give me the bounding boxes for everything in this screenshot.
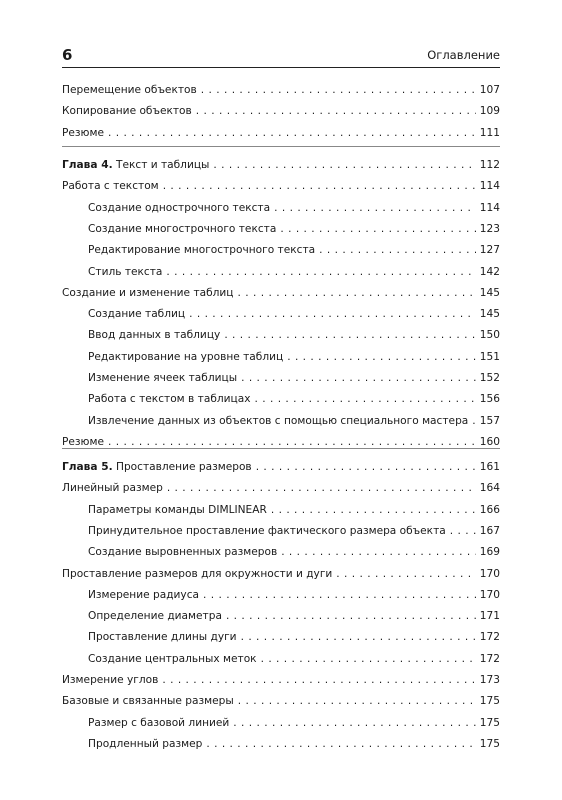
toc-entry-title <box>88 715 229 731</box>
toc-page-number: 160 <box>479 435 500 448</box>
section-divider <box>62 448 500 449</box>
toc-entry-title <box>62 459 252 475</box>
dot-leader <box>287 349 476 365</box>
toc-subsection-entry[interactable] <box>88 370 500 386</box>
dot-leader <box>196 103 476 119</box>
toc-entry-label: Резюме <box>62 435 104 448</box>
toc-entry-title <box>88 327 220 343</box>
dot-leader <box>224 327 475 343</box>
toc-subsection-entry[interactable] <box>88 306 500 322</box>
dot-leader <box>213 157 475 173</box>
toc-entry-title <box>88 349 283 365</box>
toc-entry-label: Размер с базовой линией <box>88 716 230 729</box>
toc-entry-label: Линейный размер <box>62 482 163 495</box>
toc-entry-label: Создание центральных меток <box>88 652 257 665</box>
toc-subsection-entry[interactable] <box>88 221 500 237</box>
toc-entry-title <box>88 264 162 280</box>
toc-subsection-entry[interactable] <box>88 629 500 645</box>
toc-entry-title <box>88 544 277 560</box>
toc-subsection-entry[interactable] <box>88 544 500 560</box>
toc-page-number: 161 <box>479 461 500 473</box>
toc-entry-label: Принудительное проставление фактического размера объекта <box>88 524 446 537</box>
toc-entry-title <box>62 178 159 194</box>
toc-entry-label: Базовые и связанные размеры <box>62 695 234 708</box>
dot-leader <box>108 125 476 141</box>
dot-leader <box>163 178 476 194</box>
toc-entry-title <box>62 125 104 141</box>
toc-subsection-entry[interactable] <box>88 502 500 518</box>
toc-section-entry[interactable] <box>62 103 500 119</box>
toc-page-number: 175 <box>479 695 500 708</box>
dot-leader <box>450 523 476 539</box>
dot-leader <box>336 566 475 582</box>
toc-entry-title <box>88 736 202 752</box>
toc-section-entry[interactable] <box>62 125 500 141</box>
toc-entry-label: Проставление размеров <box>115 461 252 473</box>
toc-entry-title <box>88 413 468 429</box>
toc-entry-title <box>62 103 192 119</box>
toc-entry-label: Извлечение данных из объектов с помощью специального мастера <box>88 414 469 427</box>
toc-subsection-entry[interactable] <box>88 200 500 216</box>
toc-entry-title <box>88 200 270 216</box>
toc-entry-label: Редактирование на уровне таблиц <box>88 350 284 363</box>
toc-entry-label: Проставление длины дуги <box>88 631 237 644</box>
toc-subsection-entry[interactable] <box>88 242 500 258</box>
chapter-number: Глава 5. <box>62 461 113 473</box>
header-divider <box>62 67 500 68</box>
dot-leader <box>274 200 476 216</box>
toc-subsection-entry[interactable] <box>88 349 500 365</box>
toc-page-number: 145 <box>479 308 500 321</box>
toc-page-number: 170 <box>479 567 500 580</box>
toc-page-number: 169 <box>479 546 500 559</box>
toc-entry-label: Измерение радиуса <box>88 588 200 601</box>
toc-section-entry[interactable] <box>62 566 500 582</box>
toc-page-number: 156 <box>479 393 500 406</box>
toc-page-number: 114 <box>479 180 500 193</box>
toc-entry-label: Создание и изменение таблиц <box>62 286 234 299</box>
dot-leader <box>206 736 475 752</box>
toc-subsection-entry[interactable] <box>88 413 500 429</box>
toc-entry-title <box>62 82 197 98</box>
toc-subsection-entry[interactable] <box>88 523 500 539</box>
dot-leader <box>189 306 476 322</box>
toc-entry-title <box>88 629 237 645</box>
dot-leader <box>261 651 476 667</box>
toc-entry-label: Создание таблиц <box>88 308 186 321</box>
dot-leader <box>319 242 476 258</box>
toc-chapter-entry[interactable] <box>62 157 500 173</box>
toc-subsection-entry[interactable] <box>88 651 500 667</box>
dot-leader <box>241 370 476 386</box>
toc-page-number: 151 <box>479 350 500 363</box>
toc-page-number: 150 <box>479 329 500 342</box>
dot-leader <box>201 82 476 98</box>
toc-page-number: 127 <box>479 244 500 257</box>
toc-subsection-entry[interactable] <box>88 715 500 731</box>
toc-section-entry[interactable] <box>62 693 500 709</box>
dot-leader <box>271 502 476 518</box>
toc-entry-title <box>88 587 199 603</box>
toc-page-number: 172 <box>479 631 500 644</box>
toc-subsection-entry[interactable] <box>88 608 500 624</box>
dot-leader <box>238 285 476 301</box>
toc-page-number: 171 <box>479 610 500 623</box>
toc-entry-title <box>62 566 332 582</box>
toc-page-number: 170 <box>479 588 500 601</box>
toc-page-number: 175 <box>479 716 500 729</box>
toc-page-number: 164 <box>479 482 500 495</box>
toc-entry-title <box>62 693 234 709</box>
dot-leader <box>280 221 475 237</box>
toc-section-entry[interactable] <box>62 82 500 98</box>
toc-entry-label: Копирование объектов <box>62 105 192 118</box>
toc-entry-label: Создание многострочного текста <box>88 222 277 235</box>
toc-subsection-entry[interactable] <box>88 327 500 343</box>
toc-section-entry[interactable] <box>62 178 500 194</box>
toc-entry-title <box>88 221 276 237</box>
toc-entry-label: Параметры команды DIMLINEAR <box>88 503 267 516</box>
toc-page-number: 152 <box>479 372 500 384</box>
dot-leader <box>226 608 476 624</box>
toc-entry-label: Проставление размеров для окружности и дуги <box>62 567 333 580</box>
dot-leader <box>238 693 476 709</box>
toc-page-number: 111 <box>479 126 500 139</box>
toc-entry-title <box>62 157 209 173</box>
toc-entry-label: Редактирование многострочного текста <box>88 244 316 257</box>
toc-entry-title <box>88 370 237 386</box>
dot-leader <box>233 715 475 731</box>
toc-entry-title <box>88 391 250 407</box>
chapter-number: Глава 4. <box>62 159 113 171</box>
running-title: Оглавление <box>427 48 500 62</box>
toc-entry-label: Резюме <box>62 126 104 139</box>
toc-page-number: 123 <box>479 222 500 235</box>
toc-entry-label: Продленный размер <box>88 737 203 750</box>
section-divider <box>62 146 500 147</box>
page-number: 6 <box>62 46 73 64</box>
toc-section-entry[interactable] <box>62 672 500 688</box>
toc-entry-label: Создание выровненных размеров <box>88 546 278 559</box>
toc-entry-label: Ввод данных в таблицу <box>88 329 221 342</box>
toc-subsection-entry[interactable] <box>88 391 500 407</box>
dot-leader <box>167 480 476 496</box>
toc-entry-label: Работа с текстом в таблицах <box>88 393 251 406</box>
toc-page-number: 157 <box>479 414 500 427</box>
toc-entry-label: Изменение ячеек таблицы <box>88 372 238 384</box>
toc-subsection-entry[interactable] <box>88 264 500 280</box>
dot-leader <box>241 629 476 645</box>
toc-page-number: 112 <box>479 159 500 171</box>
toc-page-number: 167 <box>479 524 500 537</box>
toc-section-entry[interactable] <box>62 480 500 496</box>
dot-leader <box>256 459 476 475</box>
toc-entry-title <box>88 523 446 539</box>
page-header <box>62 46 500 66</box>
toc-entry-label: Создание однострочного текста <box>88 201 271 214</box>
dot-leader <box>281 544 476 560</box>
toc-page-number: 109 <box>479 105 500 118</box>
toc-entry-title <box>62 480 163 496</box>
toc-page-number: 107 <box>479 84 500 96</box>
toc-entry-label: Перемещение объектов <box>62 84 197 96</box>
toc-entry-title <box>88 608 222 624</box>
toc-entry-title <box>88 502 267 518</box>
toc-entry-title <box>88 651 257 667</box>
toc-entry-label: Измерение углов <box>62 674 159 686</box>
dot-leader <box>166 264 475 280</box>
toc-page-number: 114 <box>479 201 500 214</box>
dot-leader <box>203 587 476 603</box>
dot-leader <box>254 391 475 407</box>
dot-leader <box>162 672 475 688</box>
toc-page-number: 142 <box>479 265 500 278</box>
toc-page-number: 175 <box>479 737 500 750</box>
toc-page-number: 172 <box>479 652 500 665</box>
toc-entry-label: Работа с текстом <box>62 180 159 193</box>
toc-entry-label: Текст и таблицы <box>115 159 210 171</box>
toc-entry-title <box>88 242 315 258</box>
toc-subsection-entry[interactable] <box>88 736 500 752</box>
toc-entry-title <box>62 285 234 301</box>
toc-page-number: 166 <box>479 503 500 516</box>
toc-entry-label: Определение диаметра <box>88 610 222 623</box>
toc-section-entry[interactable] <box>62 285 500 301</box>
toc-page-number: 145 <box>479 286 500 299</box>
toc-entry-title <box>62 672 158 688</box>
dot-leader <box>472 413 475 429</box>
toc-chapter-entry[interactable] <box>62 459 500 475</box>
toc-subsection-entry[interactable] <box>88 587 500 603</box>
toc-entry-title <box>88 306 185 322</box>
toc-entry-label: Стиль текста <box>88 265 163 278</box>
toc-page-number: 173 <box>479 674 500 686</box>
